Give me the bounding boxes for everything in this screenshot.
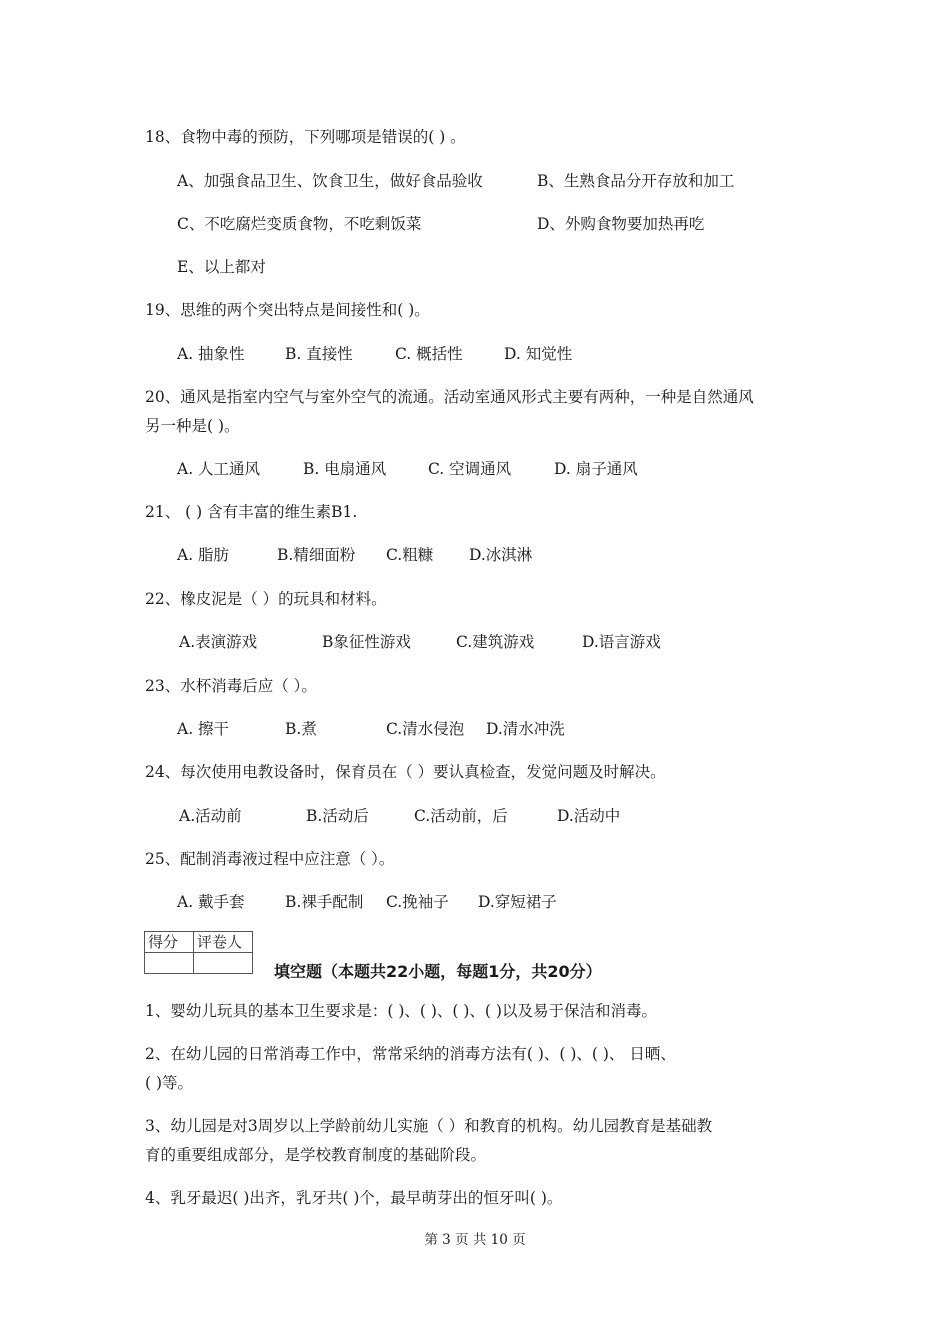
question-18-option-b: B、生熟食品分开存放和加工: [537, 172, 735, 190]
question-22-option-d: D.语言游戏: [582, 633, 661, 651]
question-23-option-a: A. 擦干: [177, 720, 230, 738]
question-20-option-b: B. 电扇通风: [303, 460, 387, 478]
fill-question-3-line1: 3、幼儿园是对3周岁以上学龄前幼儿实施（ ）和教育的机构。幼儿园教育是基础教: [145, 1117, 713, 1135]
question-22-option-a: A.表演游戏: [179, 633, 258, 651]
question-20-option-c: C. 空调通风: [428, 460, 512, 478]
grader-cell: [194, 953, 253, 974]
question-19-option-c: C. 概括性: [395, 345, 463, 363]
question-21-option-b: B.精细面粉: [277, 546, 356, 564]
question-18-stem: 18、食物中毒的预防，下列哪项是错误的( ) 。: [145, 128, 466, 146]
question-25-options: [177, 892, 877, 912]
question-22-option-b: B象征性游戏: [322, 633, 411, 651]
question-22-options: [177, 632, 877, 652]
section-title: 填空题（本题共22小题，每题1分，共20分）: [274, 962, 602, 981]
fill-question-2-line1: 2、在幼儿园的日常消毒工作中，常常采纳的消毒方法有( )、( )、( )、 日晒、: [145, 1045, 676, 1063]
question-18-option-a: A、加强食品卫生、饮食卫生，做好食品验收: [177, 172, 483, 190]
question-24-stem: 24、每次使用电教设备时，保育员在（ ）要认真检查，发觉问题及时解决。: [145, 763, 666, 781]
question-21-option-d: D.冰淇淋: [469, 546, 533, 564]
question-19-option-a: A. 抽象性: [177, 345, 245, 363]
question-24-option-d: D.活动中: [557, 807, 621, 825]
question-18-option-c: C、不吃腐烂变质食物，不吃剩饭菜: [177, 215, 422, 233]
question-23-stem: 23、水杯消毒后应（ ）。: [145, 677, 317, 695]
question-25-option-d: D.穿短裙子: [478, 893, 557, 911]
question-25-option-a: A. 戴手套: [177, 893, 245, 911]
question-19-options: [177, 344, 877, 364]
question-22-option-c: C.建筑游戏: [456, 633, 535, 651]
question-19-stem: 19、思维的两个突出特点是间接性和( )。: [145, 301, 430, 319]
fill-question-2-line2: ( )等。: [145, 1074, 194, 1092]
question-25-option-b: B.裸手配制: [285, 893, 364, 911]
question-20-stem-line1: 20、通风是指室内空气与室外空气的流通。活动室通风形式主要有两种，一种是自然通风: [145, 388, 754, 406]
question-20-stem-line2: 另一种是( )。: [145, 417, 240, 435]
question-25-stem: 25、配制消毒液过程中应注意（ ）。: [145, 850, 395, 868]
question-18-options-row2: [177, 214, 877, 234]
score-header: 得分: [145, 932, 194, 953]
question-23-options: [177, 719, 877, 739]
question-21-option-c: C.粗糠: [386, 546, 434, 564]
page-number: 第 3 页 共 10 页: [424, 1232, 526, 1248]
question-24-options: [177, 806, 877, 826]
question-24-option-c: C.活动前，后: [414, 807, 508, 825]
question-21-stem: 21、 ( ) 含有丰富的维生素B1.: [145, 503, 358, 521]
question-19-option-b: B. 直接性: [285, 345, 353, 363]
question-25-option-c: C.挽袖子: [386, 893, 449, 911]
question-22-stem: 22、橡皮泥是（ ）的玩具和材料。: [145, 590, 387, 608]
question-19-option-d: D. 知觉性: [504, 345, 573, 363]
question-24-option-a: A.活动前: [179, 807, 242, 825]
fill-question-1: 1、婴幼儿玩具的基本卫生要求是：( )、( )、( )、( )以及易于保洁和消毒。: [145, 1002, 657, 1020]
question-18-option-d: D、外购食物要加热再吃: [537, 215, 705, 233]
question-23-option-d: D.清水冲洗: [486, 720, 565, 738]
score-cell: [145, 953, 194, 974]
grader-header: 评卷人: [194, 932, 253, 953]
question-20-option-a: A. 人工通风: [177, 460, 261, 478]
question-20-options: [177, 459, 877, 479]
fill-question-3-line2: 育的重要组成部分，是学校教育制度的基础阶段。: [145, 1146, 487, 1164]
question-21-option-a: A. 脂肪: [177, 546, 230, 564]
score-table: [144, 931, 253, 974]
question-23-option-b: B.煮: [285, 720, 317, 738]
question-18-option-e: E、以上都对: [177, 258, 266, 276]
question-24-option-b: B.活动后: [306, 807, 369, 825]
question-21-options: [177, 545, 877, 565]
question-18-options-row1: [177, 171, 877, 191]
fill-question-4: 4、乳牙最迟( )出齐，乳牙共( )个，最早萌芽出的恒牙叫( )。: [145, 1189, 563, 1207]
question-23-option-c: C.清水侵泡: [386, 720, 465, 738]
question-20-option-d: D. 扇子通风: [554, 460, 638, 478]
